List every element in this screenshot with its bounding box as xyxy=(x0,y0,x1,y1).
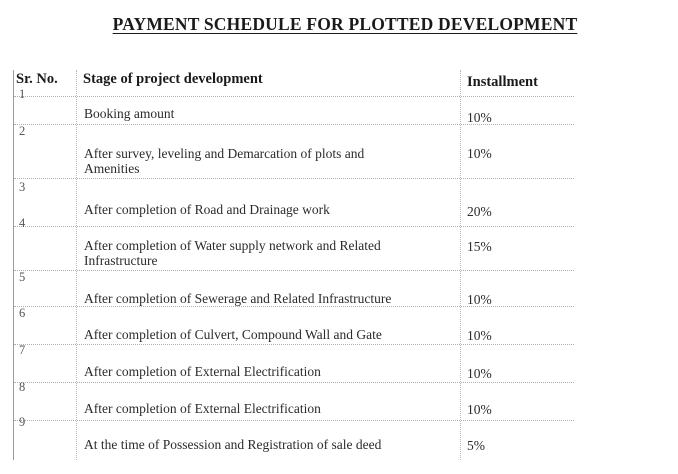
installment-value: 15% xyxy=(467,239,492,254)
installment-value: 10% xyxy=(467,292,492,307)
stage-text: After completion of External Electrification xyxy=(84,401,321,416)
row-number: 3 xyxy=(19,180,26,194)
installment-value: 10% xyxy=(467,110,492,125)
stage-text: At the time of Possession and Registration of sale deed xyxy=(84,437,382,452)
table-row-divider xyxy=(14,420,574,421)
installment-value: 10% xyxy=(467,366,492,381)
installment-value: 5% xyxy=(467,438,485,453)
table-column-divider xyxy=(76,70,77,460)
row-number: 7 xyxy=(19,343,26,357)
document-title: PAYMENT SCHEDULE FOR PLOTTED DEVELOPMENT xyxy=(112,14,578,34)
stage-text: After survey, leveling and Demarcation of plots and Amenities xyxy=(84,146,365,176)
stage-text: After completion of External Electrification xyxy=(84,364,321,379)
table-row-divider xyxy=(14,96,574,97)
header-sr-no: Sr. No. xyxy=(16,71,58,87)
stage-text: After completion of Culvert, Compound Wall and Gate xyxy=(84,327,382,342)
row-number: 8 xyxy=(19,380,26,394)
stage-text: After completion of Sewerage and Related Infrastructure xyxy=(84,291,392,306)
table-row-divider xyxy=(14,344,574,345)
installment-value: 20% xyxy=(467,204,492,219)
row-number: 5 xyxy=(19,270,26,284)
header-stage: Stage of project development xyxy=(83,71,263,87)
stage-text: After completion of Road and Drainage work xyxy=(84,202,330,217)
table-row-divider xyxy=(14,226,574,227)
row-number: 4 xyxy=(19,216,26,230)
table-row-divider xyxy=(14,382,574,383)
stage-text: Booking amount xyxy=(84,106,175,121)
installment-value: 10% xyxy=(467,328,492,343)
installment-value: 10% xyxy=(467,402,492,417)
table-left-border xyxy=(13,70,14,460)
table-column-divider xyxy=(460,70,461,460)
row-number: 2 xyxy=(19,124,26,138)
stage-text: After completion of Water supply network and Related Infrastructure xyxy=(84,238,381,268)
row-number: 1 xyxy=(19,87,26,101)
table-row-divider xyxy=(14,270,574,271)
installment-value: 10% xyxy=(467,146,492,161)
header-installment: Installment xyxy=(467,74,538,90)
table-row-divider xyxy=(14,178,574,179)
row-number: 6 xyxy=(19,306,26,320)
row-number: 9 xyxy=(19,415,26,429)
